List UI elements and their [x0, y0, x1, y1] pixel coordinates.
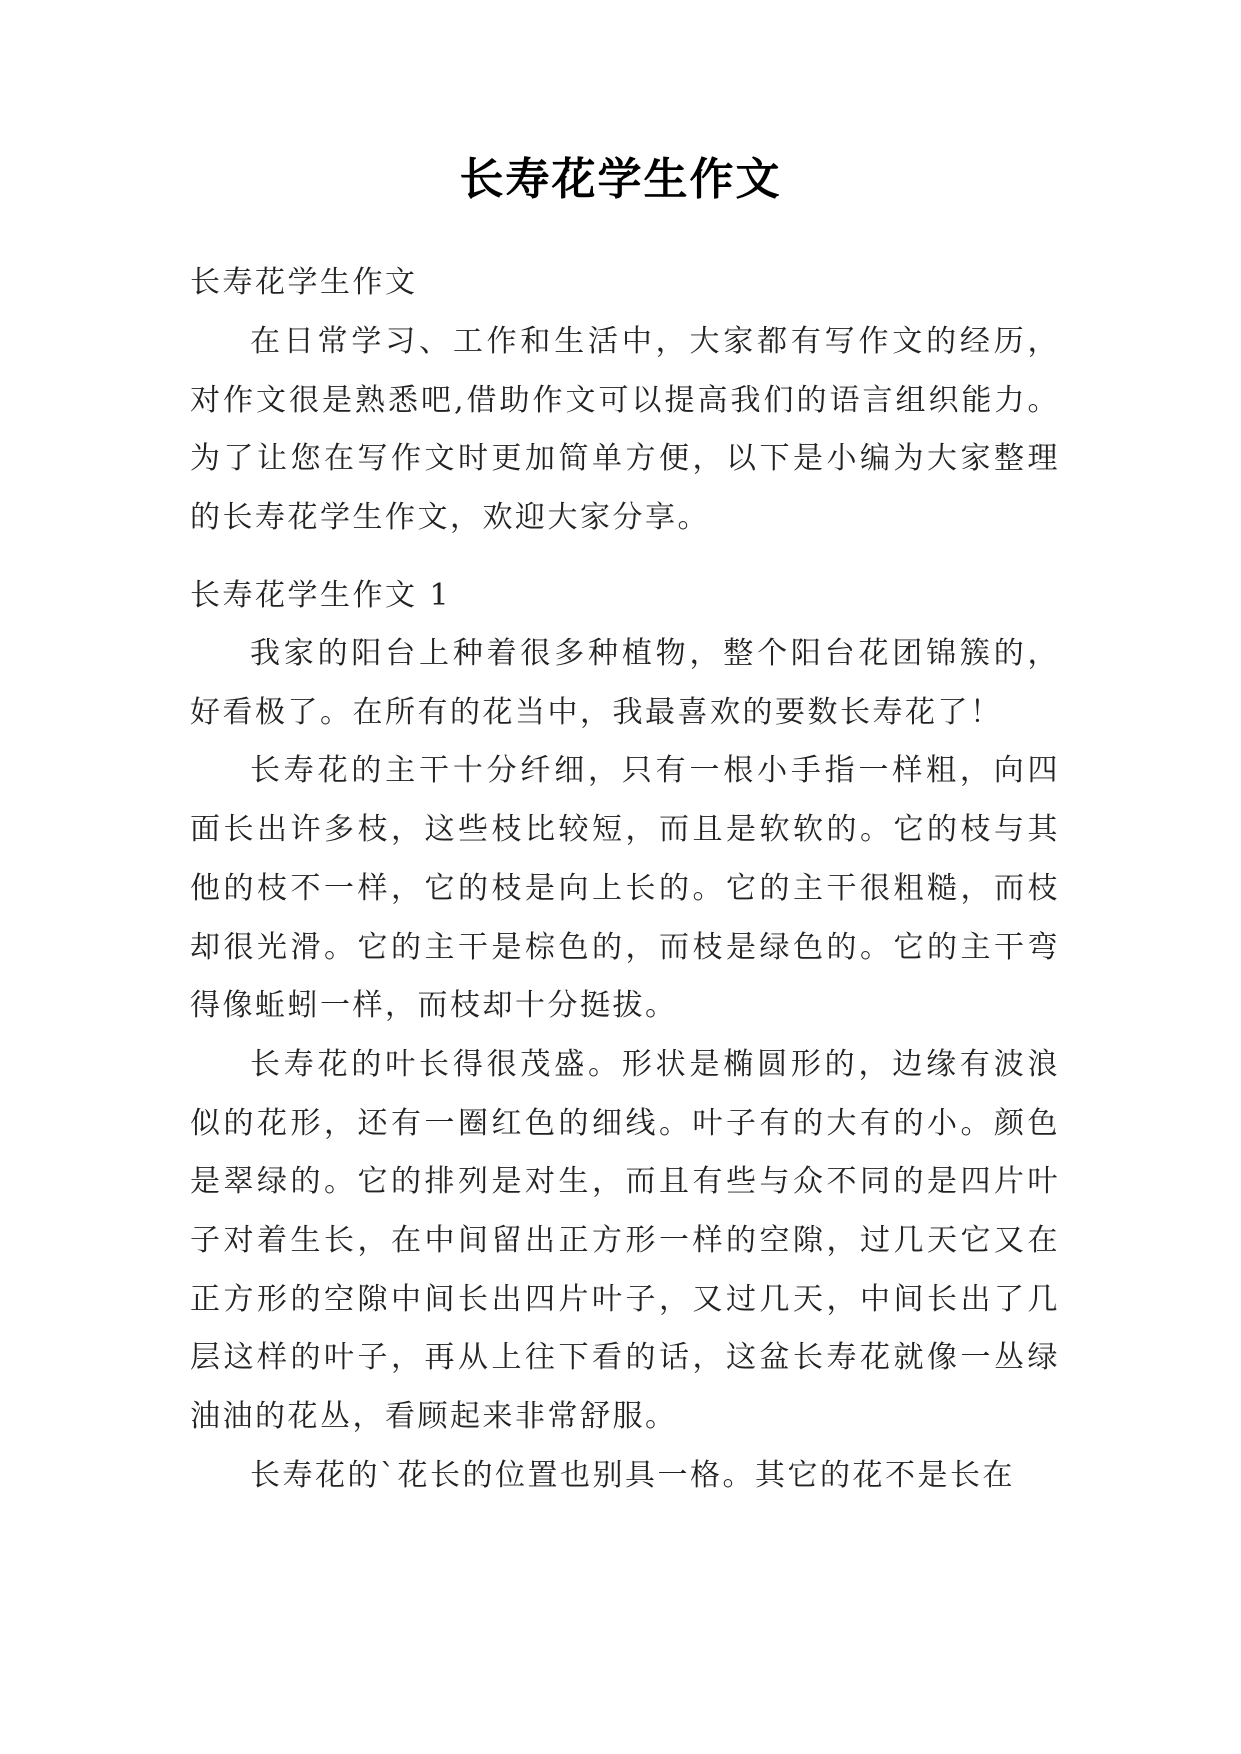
document-title: 长寿花学生作文 — [459, 154, 782, 205]
intro-paragraph: 在日常学习、工作和生活中，大家都有写作文的经历，对作文很是熟悉吧,借助作文可以提高我们的语言组织能力。为了让您在写作文时更加简单方便，以下是小编为大家整理的长寿花学生作文，欢迎大家分享。 — [190, 324, 1060, 536]
essay1-paragraph: 我家的阳台上种着很多种植物，整个阳台花团锦簇的，好看极了。在所有的花当中，我最喜欢的要数长寿花了！ — [190, 636, 1060, 730]
essay1-paragraph: 长寿花的主干十分纤细，只有一根小手指一样粗，向四面长出许多枝，这些枝比较短，而且是软软的。它的枝与其他的枝不一样，它的枝是向上长的。它的主干很粗糙，而枝却很光滑。它的主干是棕色的，而枝是绿色的。它的主干弯得像蚯蚓一样，而枝却十分挺拔。 — [190, 753, 1060, 1024]
intro-section — [190, 313, 1060, 548]
essay1-paragraph: 长寿花的`花长的位置也别具一格。其它的花不是长在 — [250, 1457, 1015, 1493]
essay1-body — [190, 625, 1060, 1506]
essay1-heading: 长寿花学生作文 1 — [190, 578, 452, 613]
essay1-paragraph: 长寿花的叶长得很茂盛。形状是椭圆形的，边缘有波浪似的花形，还有一圈红色的细线。叶子有的大有的小。颜色是翠绿的。它的排列是对生，而且有些与众不同的是四片叶子对着生长，在中间留出正方形一样的空隙，过几天它又在正方形的空隙中间长出四片叶子，又过几天，中间长出了几层这样的叶子，再从上往下看的话，这盆长寿花就像一丛绿油油的花丛，看顾起来非常舒服。 — [190, 1046, 1060, 1435]
intro-heading: 长寿花学生作文 — [190, 265, 418, 300]
